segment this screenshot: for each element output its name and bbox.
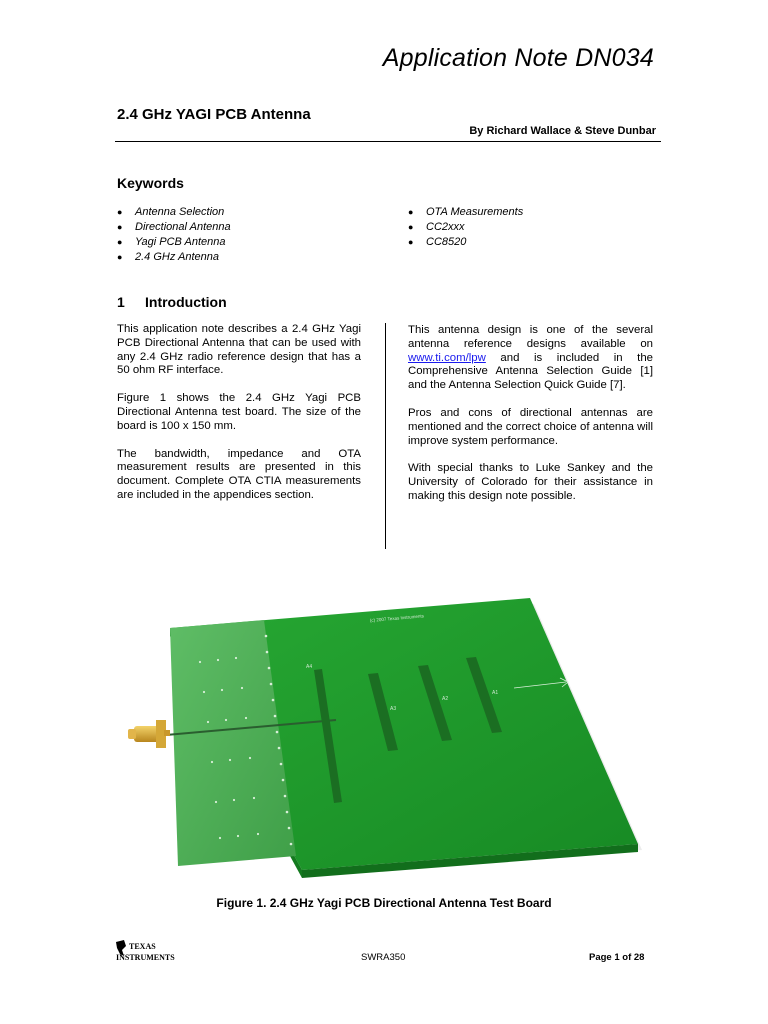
paragraph: This application note describes a 2.4 GHz Yagi PCB Directional Antenna that can be used with any 2.4 GHz radio reference design that has a 50 ohm RF interface. (117, 323, 361, 377)
figure-caption: Figure 1. 2.4 GHz Yagi PCB Directional Antenna Test Board (216, 896, 552, 910)
board-label: (c) 2007 Texas Instruments (369, 613, 425, 623)
keyword-item: ● Antenna Selection (117, 206, 225, 218)
bullet-icon: ● (117, 237, 123, 247)
bullet-icon: ● (408, 222, 414, 232)
introduction-heading (117, 294, 227, 310)
intro-left-column (117, 323, 361, 517)
keyword-item: ● CC8520 (408, 236, 467, 248)
keyword-item: ● Yagi PCB Antenna (117, 236, 226, 248)
section-number: 1 (117, 294, 125, 310)
footer-page-number: Page 1 of 28 (589, 952, 645, 963)
texas-instruments-logo (114, 938, 194, 968)
element-label: A3 (390, 706, 397, 712)
ti-lpw-link[interactable]: www.ti.com/lpw (408, 351, 486, 364)
keyword-item: ● CC2xxx (408, 221, 465, 233)
keyword-item: ● Directional Antenna (117, 221, 231, 233)
antenna-board-figure (126, 590, 666, 890)
paragraph: Pros and cons of directional antennas are mentioned and the correct choice of antenna will improve system performance. (408, 406, 653, 447)
intro-right-column (408, 324, 653, 518)
footer-doc-number: SWRA350 (361, 952, 406, 963)
element-label: A4 (306, 664, 313, 670)
element-label: A2 (442, 696, 449, 702)
element-label: A1 (492, 690, 499, 696)
title-rule (115, 141, 661, 142)
document-title: 2.4 GHz YAGI PCB Antenna (117, 106, 311, 123)
paragraph: The bandwidth, impedance and OTA measurement results are presented in this document. Complete OTA CTIA measurements are included in the appendices section. (117, 447, 361, 501)
paragraph: This antenna design is one of the several antenna reference designs available on www.ti.com/lpw and is included in the Comprehensive Antenna Selection Guide [1] and the Antenna Selection Quick Guide [7]. (408, 324, 653, 392)
paragraph: With special thanks to Luke Sankey and the University of Colorado for their assistance in making this design note possible. (408, 462, 653, 502)
authors: By Richard Wallace & Steve Dunbar (469, 125, 656, 137)
bullet-icon: ● (408, 237, 414, 247)
column-divider (385, 323, 386, 549)
keywords-heading: Keywords (117, 175, 184, 191)
logo-line1: TEXAS (129, 942, 156, 951)
paragraph: Figure 1 shows the 2.4 GHz Yagi PCB Directional Antenna test board. The size of the board is 100 x 150 mm. (117, 392, 361, 432)
section-title: Introduction (145, 294, 227, 310)
bullet-icon: ● (117, 252, 123, 262)
bullet-icon: ● (408, 207, 414, 217)
keywords-list-left (117, 205, 231, 265)
keyword-item: ● OTA Measurements (408, 206, 524, 218)
keyword-item: ● 2.4 GHz Antenna (117, 251, 219, 263)
sma-connector (128, 720, 170, 748)
logo-line2: INSTRUMENTS (116, 953, 175, 962)
bullet-icon: ● (117, 222, 123, 232)
document-header-title: Application Note DN034 (382, 44, 654, 72)
keywords-list-right (408, 205, 523, 250)
bullet-icon: ● (117, 207, 123, 217)
